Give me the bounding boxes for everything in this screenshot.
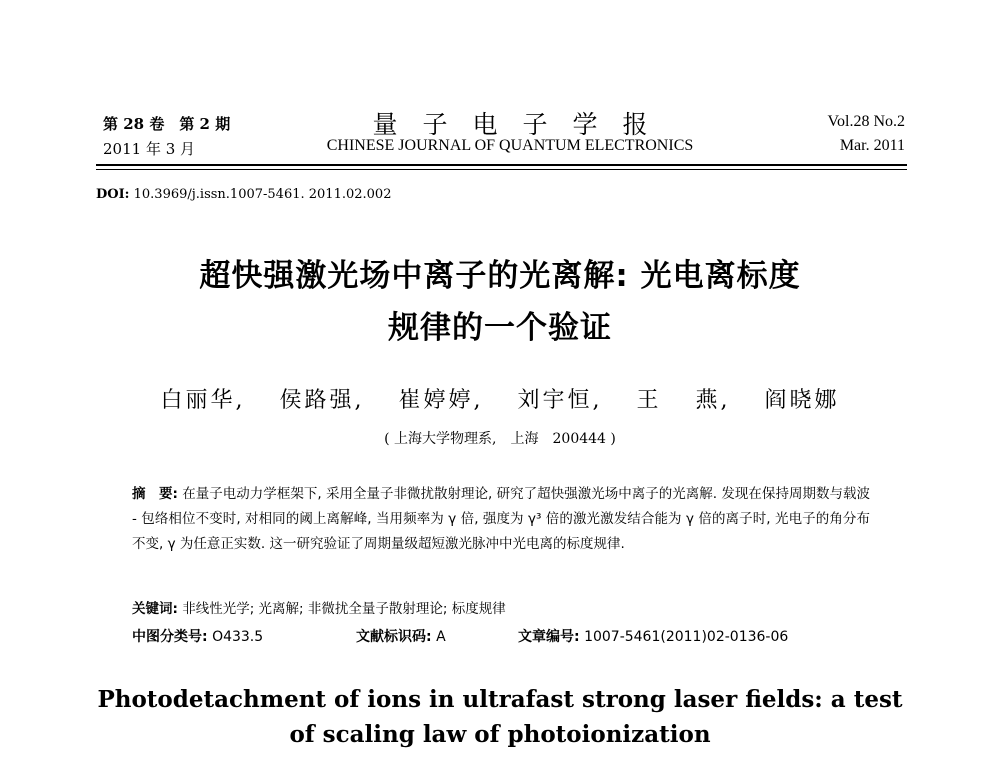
volume-issue-cn: 第 28 卷 第 2 期 xyxy=(103,115,231,133)
doi-value[interactable]: 10.3969/j.issn.1007-5461. 2011.02.002 xyxy=(133,187,392,202)
doi-line xyxy=(96,187,391,202)
doc-code-value: A xyxy=(436,629,446,645)
authors: 白丽华, 侯路强, 崔婷婷, 刘宇恒, 王 燕, 阎晓娜 xyxy=(160,388,840,413)
clc-value: O433.5 xyxy=(212,629,264,645)
header-rule-bottom xyxy=(96,169,907,170)
keywords-text: 非线性光学; 光离解; 非微扰全量子散射理论; 标度规律 xyxy=(182,601,506,617)
title-cn-line2: 规律的一个验证 xyxy=(388,310,612,346)
abstract-label: 摘 要: xyxy=(132,486,178,502)
clc-label: 中图分类号: xyxy=(132,629,208,645)
journal-title-cn: 量 子 电 子 学 报 xyxy=(372,110,648,139)
journal-title-en: CHINESE JOURNAL OF QUANTUM ELECTRONICS xyxy=(326,137,694,154)
article-no-value: 1007-5461(2011)02-0136-06 xyxy=(584,629,789,645)
abstract xyxy=(132,482,870,557)
volume-issue-en: Vol.28 No.2 xyxy=(827,113,905,130)
title-cn-line1: 超快强激光场中离子的光离解: 光电离标度 xyxy=(199,258,801,294)
keywords xyxy=(132,597,870,617)
doc-code-label: 文献标识码: xyxy=(356,629,432,645)
abstract-text: 在量子电动力学框架下, 采用全量子非微扰散射理论, 研究了超快强激光场中离子的光离解. 发现在保持周期数与载波 - 包络相位不变时, 对相同的阈上离解峰, 当用频率为 γ 倍, 强度为 γ³ 倍的激光激发结合能为 γ 倍的离子时, 光电子的角分布不变, γ 为任意正实数. 这一研究验证了周期量级超短激光脉冲中光电离的标度规律. xyxy=(132,486,871,552)
article-no-label: 文章编号: xyxy=(518,629,580,645)
title-en-line1: Photodetachment of ions in ultrafast strong laser fields: a test xyxy=(97,686,903,713)
title-en-line2: of scaling law of photoionization xyxy=(289,721,711,748)
header-rule-top xyxy=(96,164,907,166)
doi-label: DOI: xyxy=(96,187,130,202)
date-cn: 2011 年 3 月 xyxy=(103,140,196,158)
date-en: Mar. 2011 xyxy=(839,137,905,154)
affiliation: ( 上海大学物理系, 上海 200444 ) xyxy=(384,431,616,447)
keywords-label: 关键词: xyxy=(132,601,178,617)
